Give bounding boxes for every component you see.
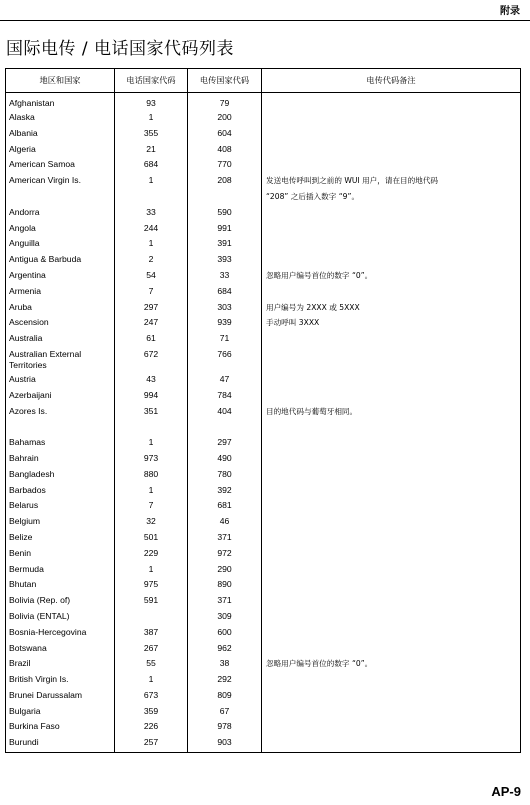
country-cell: Bhutan <box>6 578 115 594</box>
country-cell: Alaska <box>6 111 115 127</box>
country-cell: Afghanistan <box>6 93 115 112</box>
telex-note-cell <box>262 484 521 500</box>
telex-code-cell: 490 <box>188 452 262 468</box>
country-cell: Algeria <box>6 143 115 159</box>
telex-note-cell: 发送电传呼叫到之前的 WUI 用户，请在目的地代码 <box>262 174 521 190</box>
tel-code-cell: 32 <box>115 515 188 531</box>
telex-note-cell <box>262 348 521 373</box>
country-cell: Brunei Darussalam <box>6 689 115 705</box>
country-cell: Aruba <box>6 301 115 317</box>
telex-note-cell: 忽略用户编号首位的数字 “0”。 <box>262 269 521 285</box>
country-cell: Austria <box>6 373 115 389</box>
telex-note-cell <box>262 642 521 658</box>
telex-code-cell: 972 <box>188 547 262 563</box>
telex-note-cell <box>262 436 521 452</box>
tel-code-cell: 684 <box>115 158 188 174</box>
telex-code-cell: 392 <box>188 484 262 500</box>
country-cell: Australia <box>6 332 115 348</box>
telex-code-cell: 770 <box>188 158 262 174</box>
tel-code-cell: 355 <box>115 127 188 143</box>
tel-code-cell: 226 <box>115 720 188 736</box>
tel-code-cell <box>115 420 188 436</box>
country-cell: Burkina Faso <box>6 720 115 736</box>
tel-code-cell: 1 <box>115 436 188 452</box>
telex-note-cell <box>262 93 521 112</box>
telex-note-cell <box>262 222 521 238</box>
telex-note-cell <box>262 206 521 222</box>
country-cell: Bolivia (ENTAL) <box>6 610 115 626</box>
tel-code-cell: 61 <box>115 332 188 348</box>
country-cell: Botswana <box>6 642 115 658</box>
table-row <box>6 143 521 159</box>
table-row <box>6 111 521 127</box>
table-row <box>6 127 521 143</box>
table-header-row <box>6 69 521 93</box>
telex-code-cell: 784 <box>188 389 262 405</box>
telex-code-cell: 371 <box>188 594 262 610</box>
tel-code-cell: 247 <box>115 316 188 332</box>
tel-code-cell: 387 <box>115 626 188 642</box>
country-cell: Barbados <box>6 484 115 500</box>
country-cell: Bahamas <box>6 436 115 452</box>
tel-code-cell: 591 <box>115 594 188 610</box>
table-row <box>6 736 521 753</box>
telex-note-cell: 目的地代码与葡萄牙相同。 <box>262 405 521 421</box>
tel-code-cell: 673 <box>115 689 188 705</box>
tel-code-cell: 93 <box>115 93 188 112</box>
country-cell: Benin <box>6 547 115 563</box>
telex-code-cell: 978 <box>188 720 262 736</box>
table-row <box>6 705 521 721</box>
tel-code-cell: 672 <box>115 348 188 373</box>
tel-code-cell: 33 <box>115 206 188 222</box>
telex-code-cell: 38 <box>188 657 262 673</box>
tel-code-cell: 244 <box>115 222 188 238</box>
telex-code-cell: 47 <box>188 373 262 389</box>
table-row <box>6 673 521 689</box>
telex-code-cell: 391 <box>188 237 262 253</box>
table-row <box>6 253 521 269</box>
tel-code-cell: 1 <box>115 174 188 190</box>
table-row <box>6 720 521 736</box>
country-cell: Angola <box>6 222 115 238</box>
telex-note-cell <box>262 237 521 253</box>
tel-code-cell: 7 <box>115 499 188 515</box>
country-cell: Azerbaijani <box>6 389 115 405</box>
column-header-tel-code: 电话国家代码 <box>115 69 188 93</box>
table-row <box>6 452 521 468</box>
country-cell: Bosnia-Hercegovina <box>6 626 115 642</box>
table-row <box>6 316 521 332</box>
table-row <box>6 436 521 452</box>
tel-code-cell: 501 <box>115 531 188 547</box>
telex-note-cell: “208” 之后插入数字 “9”。 <box>262 190 521 206</box>
tel-code-cell: 229 <box>115 547 188 563</box>
table-row <box>6 484 521 500</box>
column-header-country: 地区和国家 <box>6 69 115 93</box>
table-row <box>6 206 521 222</box>
country-cell: Azores Is. <box>6 405 115 421</box>
telex-note-cell <box>262 531 521 547</box>
tel-code-cell: 1 <box>115 563 188 579</box>
table-row <box>6 642 521 658</box>
telex-note-cell <box>262 578 521 594</box>
telex-code-cell: 604 <box>188 127 262 143</box>
country-cell: Armenia <box>6 285 115 301</box>
tel-code-cell: 1 <box>115 673 188 689</box>
table-row <box>6 468 521 484</box>
country-cell: Ascension <box>6 316 115 332</box>
tel-code-cell: 21 <box>115 143 188 159</box>
telex-code-cell: 297 <box>188 436 262 452</box>
telex-code-cell: 303 <box>188 301 262 317</box>
telex-code-cell: 33 <box>188 269 262 285</box>
telex-note-cell <box>262 127 521 143</box>
table-row <box>6 190 521 206</box>
telex-note-cell <box>262 452 521 468</box>
telex-code-cell: 962 <box>188 642 262 658</box>
table-row <box>6 158 521 174</box>
telex-code-cell: 71 <box>188 332 262 348</box>
telex-code-cell: 290 <box>188 563 262 579</box>
tel-code-cell: 1 <box>115 484 188 500</box>
tel-code-cell: 257 <box>115 736 188 753</box>
telex-note-cell <box>262 143 521 159</box>
telex-code-cell: 200 <box>188 111 262 127</box>
table-row <box>6 332 521 348</box>
column-header-telex-note: 电传代码备注 <box>262 69 521 93</box>
country-cell: Bermuda <box>6 563 115 579</box>
table-row <box>6 531 521 547</box>
telex-code-cell: 780 <box>188 468 262 484</box>
tel-code-cell: 2 <box>115 253 188 269</box>
tel-code-cell: 975 <box>115 578 188 594</box>
telex-code-cell: 939 <box>188 316 262 332</box>
telex-note-cell <box>262 563 521 579</box>
telex-code-cell: 590 <box>188 206 262 222</box>
telex-code-cell: 903 <box>188 736 262 753</box>
telex-note-cell: 手动呼叫 3XXX <box>262 316 521 332</box>
section-label: 附录 <box>500 6 520 17</box>
table-row <box>6 222 521 238</box>
telex-note-cell <box>262 610 521 626</box>
telex-code-cell: 991 <box>188 222 262 238</box>
tel-code-cell: 7 <box>115 285 188 301</box>
country-cell: Belize <box>6 531 115 547</box>
telex-note-cell: 忽略用户编号首位的数字 “0”。 <box>262 657 521 673</box>
tel-code-cell: 55 <box>115 657 188 673</box>
table-row <box>6 389 521 405</box>
page-number: AP-9 <box>491 784 521 799</box>
tel-code-cell: 43 <box>115 373 188 389</box>
tel-code-cell: 1 <box>115 111 188 127</box>
header-rule <box>0 20 530 21</box>
table-row <box>6 563 521 579</box>
telex-note-cell <box>262 673 521 689</box>
country-cell: Bangladesh <box>6 468 115 484</box>
telex-note-cell <box>262 468 521 484</box>
tel-code-cell: 297 <box>115 301 188 317</box>
tel-code-cell: 359 <box>115 705 188 721</box>
telex-note-cell <box>262 515 521 531</box>
table-row <box>6 285 521 301</box>
country-cell: Anguilla <box>6 237 115 253</box>
tel-code-cell: 880 <box>115 468 188 484</box>
tel-code-cell: 994 <box>115 389 188 405</box>
telex-code-cell: 292 <box>188 673 262 689</box>
country-cell: Antigua & Barbuda <box>6 253 115 269</box>
telex-code-cell: 46 <box>188 515 262 531</box>
table-row <box>6 348 521 373</box>
table-row <box>6 174 521 190</box>
country-cell: Bolivia (Rep. of) <box>6 594 115 610</box>
telex-code-cell: 371 <box>188 531 262 547</box>
table-row <box>6 657 521 673</box>
telex-note-cell <box>262 332 521 348</box>
telex-note-cell <box>262 389 521 405</box>
telex-code-cell: 404 <box>188 405 262 421</box>
table-row <box>6 578 521 594</box>
country-cell <box>6 190 115 206</box>
telex-code-cell: 408 <box>188 143 262 159</box>
table-row <box>6 689 521 705</box>
telex-note-cell <box>262 705 521 721</box>
tel-code-cell <box>115 610 188 626</box>
telex-note-cell <box>262 420 521 436</box>
telex-code-cell: 79 <box>188 93 262 112</box>
table-row <box>6 373 521 389</box>
telex-code-cell: 393 <box>188 253 262 269</box>
telex-code-cell: 681 <box>188 499 262 515</box>
tel-code-cell: 267 <box>115 642 188 658</box>
telex-note-cell <box>262 285 521 301</box>
country-cell: Burundi <box>6 736 115 753</box>
country-cell: Bahrain <box>6 452 115 468</box>
tel-code-cell: 973 <box>115 452 188 468</box>
telex-note-cell <box>262 547 521 563</box>
table-body <box>6 93 521 753</box>
telex-note-cell <box>262 626 521 642</box>
telex-code-cell: 890 <box>188 578 262 594</box>
tel-code-cell: 1 <box>115 237 188 253</box>
telex-note-cell <box>262 158 521 174</box>
country-cell: Belarus <box>6 499 115 515</box>
table-row <box>6 269 521 285</box>
table-row <box>6 610 521 626</box>
country-cell: Belgium <box>6 515 115 531</box>
table-row <box>6 594 521 610</box>
telex-code-cell: 67 <box>188 705 262 721</box>
telex-note-cell <box>262 594 521 610</box>
table-row <box>6 237 521 253</box>
telex-code-cell: 208 <box>188 174 262 190</box>
table-row <box>6 547 521 563</box>
telex-code-cell <box>188 190 262 206</box>
table-row <box>6 301 521 317</box>
country-code-table <box>5 68 521 753</box>
telex-note-cell <box>262 736 521 753</box>
country-cell <box>6 420 115 436</box>
telex-note-cell <box>262 253 521 269</box>
tel-code-cell: 54 <box>115 269 188 285</box>
telex-note-cell <box>262 499 521 515</box>
table-row <box>6 405 521 421</box>
country-cell: Brazil <box>6 657 115 673</box>
telex-code-cell <box>188 420 262 436</box>
telex-code-cell: 309 <box>188 610 262 626</box>
page-title: 国际电传 / 电话国家代码列表 <box>6 39 235 59</box>
telex-note-cell <box>262 689 521 705</box>
country-cell: American Samoa <box>6 158 115 174</box>
telex-note-cell <box>262 111 521 127</box>
country-cell: British Virgin Is. <box>6 673 115 689</box>
country-cell: Australian External Territories <box>6 348 115 373</box>
table-row <box>6 515 521 531</box>
telex-code-cell: 809 <box>188 689 262 705</box>
tel-code-cell: 351 <box>115 405 188 421</box>
table-row <box>6 420 521 436</box>
country-cell: Albania <box>6 127 115 143</box>
table-row <box>6 626 521 642</box>
telex-note-cell <box>262 720 521 736</box>
country-cell: Argentina <box>6 269 115 285</box>
telex-note-cell <box>262 373 521 389</box>
table-row <box>6 499 521 515</box>
tel-code-cell <box>115 190 188 206</box>
telex-note-cell: 用户编号为 2XXX 或 5XXX <box>262 301 521 317</box>
country-cell: Bulgaria <box>6 705 115 721</box>
table-row <box>6 93 521 112</box>
telex-code-cell: 684 <box>188 285 262 301</box>
country-cell: Andorra <box>6 206 115 222</box>
telex-code-cell: 766 <box>188 348 262 373</box>
telex-code-cell: 600 <box>188 626 262 642</box>
country-cell: American Virgin Is. <box>6 174 115 190</box>
column-header-telex-code: 电传国家代码 <box>188 69 262 93</box>
